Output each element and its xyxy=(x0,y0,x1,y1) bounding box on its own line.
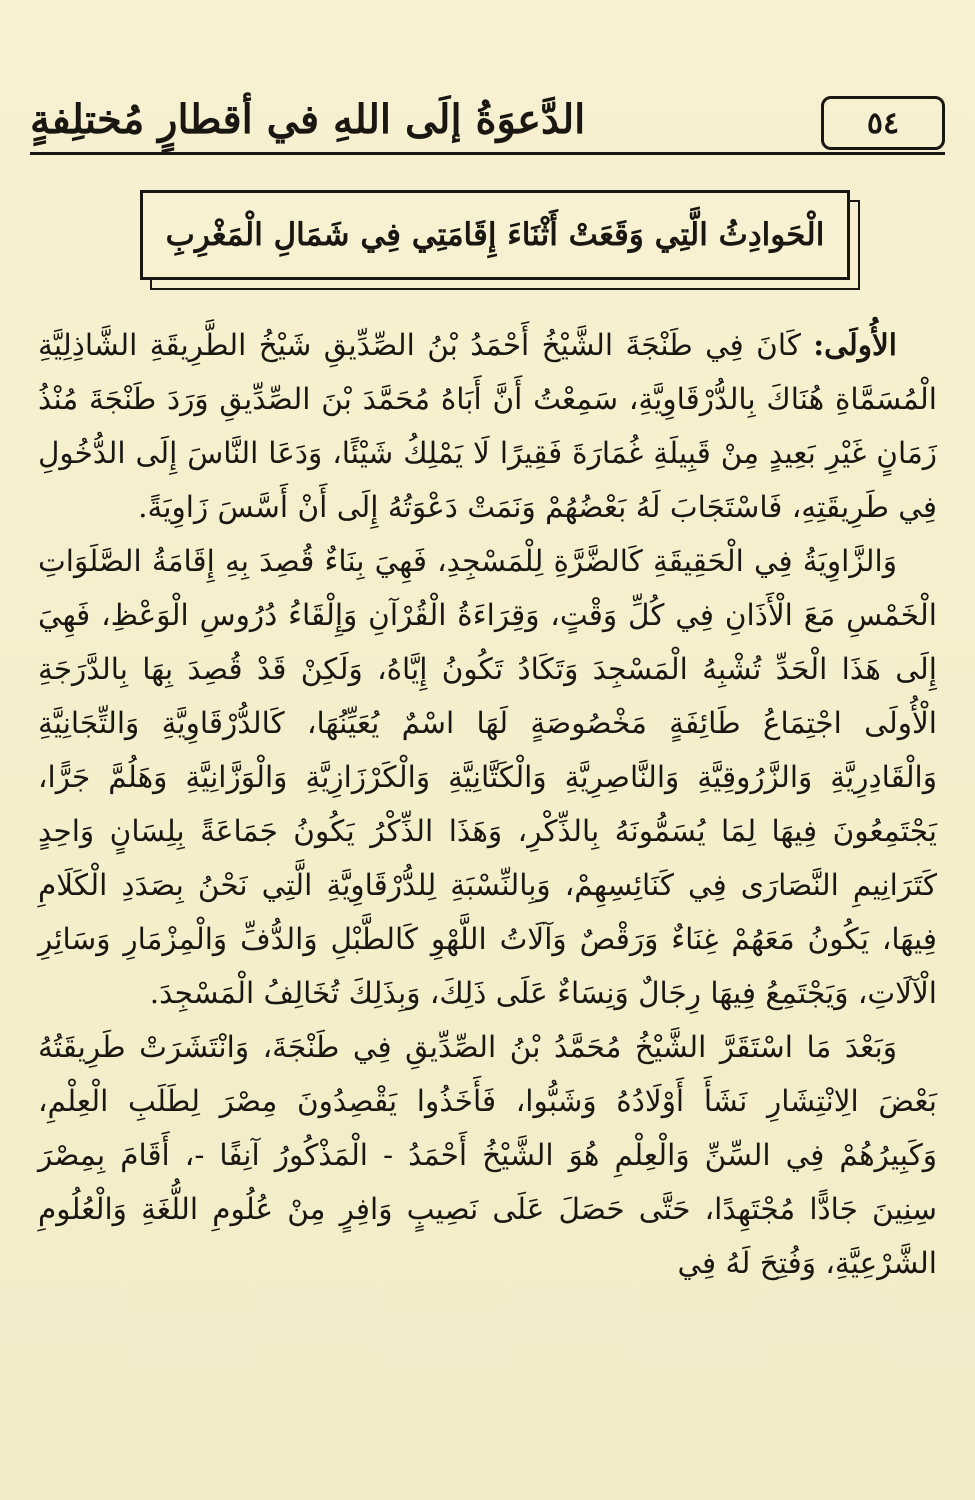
paragraph-lead: الأُولَى: xyxy=(813,327,897,362)
section-title-box xyxy=(140,190,850,280)
book-title: الدَّعوَةُ إلَى اللهِ في أقطارٍ مُختلِفةٍ xyxy=(30,96,586,143)
paragraph-text: وَبَعْدَ مَا اسْتَقَرَّ الشَّيْخُ مُحَمَّدُ بْنُ الصِّدِّيقِ فِي طَنْجَةَ، وَانْتَشَرَتْ طَرِيقَتُهُ بَعْضَ الِانْتِشَارِ نَشَأَ أَوْلَادُهُ وَشَبُّوا، فَأَخَذُوا يَقْصِدُونَ مِصْرَ لِطَلَبِ الْعِلْمِ، وَكَبِيرُهُمْ فِي السِّنِّ وَالْعِلْمِ هُوَ الشَّيْخُ أَحْمَدُ - الْمَذْكُورُ آنِفًا -، أَقَامَ بِمِصْرَ سِنِينَ جَادًّا مُجْتَهِدًا، حَتَّى حَصَلَ عَلَى نَصِيبٍ وَافِرٍ مِنْ عُلُومِ اللُّغَةِ وَالْعُلُومِ الشَّرْعِيَّةِ، وَفُتِحَ لَهُ فِي xyxy=(38,1030,937,1280)
section-title: الْحَوادِثُ الَّتِي وَقَعَتْ أَثْنَاءَ إِقَامَتِي فِي شَمَالِ الْمَغْرِبِ xyxy=(165,217,825,253)
paragraph-3 xyxy=(38,1020,937,1290)
body-text xyxy=(38,318,937,1290)
paragraph-2 xyxy=(38,534,937,1020)
paragraph-1 xyxy=(38,318,937,534)
header-rule xyxy=(30,152,945,155)
page-number: ٥٤ xyxy=(821,96,945,150)
paragraph-text: وَالزَّاوِيَةُ فِي الْحَقِيقَةِ كَالضَّرَّةِ لِلْمَسْجِدِ، فَهِيَ بِنَاءٌ قُصِدَ بِهِ إِقَامَةُ الصَّلَوَاتِ الْخَمْسِ مَعَ الْأَذَانِ فِي كُلِّ وَقْتٍ، وَقِرَاءَةُ الْقُرْآنِ وَإِلْقَاءُ دُرُوسِ الْوَعْظِ، فَهِيَ إِلَى هَذَا الْحَدِّ تُشْبِهُ الْمَسْجِدَ وَتَكَادُ تَكُونُ إِيَّاهُ، وَلَكِنْ قَدْ قُصِدَ بِهَا بِالدَّرَجَةِ الْأُولَى اجْتِمَاعُ طَائِفَةٍ مَخْصُوصَةٍ لَهَا اسْمٌ يُعَيِّنُهَا، كَالدُّرْقَاوِيَّةِ وَالتِّجَانِيَّةِ وَالْقَادِرِيَّةِ وَالزَّرُوقِيَّةِ وَالنَّاصِرِيَّةِ وَالْكَتَّانِيَّةِ وَالْكَرْزَازِيَّةِ وَالْوَزَّانِيَّةِ وَهَلُمَّ جَرًّا، يَجْتَمِعُونَ فِيهَا لِمَا يُسَمُّونَهُ بِالذِّكْرِ، وَهَذَا الذِّكْرُ يَكُونُ جَمَاعَةً بِلِسَانٍ وَاحِدٍ كَتَرَانِيمِ النَّصَارَى فِي كَنَائِسِهِمْ، وَبِالنِّسْبَةِ لِلدُّرْقَاوِيَّةِ الَّتِي نَحْنُ بِصَدَدِ الْكَلَامِ فِيهَا، يَكُونُ مَعَهُمْ غِنَاءٌ وَرَقْصٌ وَآلَاتُ اللَّهْوِ كَالطَّبْلِ وَالدُّفِّ وَالْمِزْمَارِ وَسَائِرِ الْآلَاتِ، وَيَجْتَمِعُ فِيهَا رِجَالٌ وَنِسَاءٌ عَلَى ذَلِكَ، وَبِذَلِكَ تُخَالِفُ الْمَسْجِدَ. xyxy=(38,544,937,1010)
running-header xyxy=(30,96,945,154)
section-title-frame xyxy=(140,190,850,280)
paragraph-text: كَانَ فِي طَنْجَةَ الشَّيْخُ أَحْمَدُ بْنُ الصِّدِّيقِ شَيْخُ الطَّرِيقَةِ الشَّاذِلِيَّةِ الْمُسَمَّاةِ هُنَاكَ بِالدُّرْقَاوِيَّةِ، سَمِعْتُ أَنَّ أَبَاهُ مُحَمَّدَ بْنَ الصِّدِّيقِ وَرَدَ طَنْجَةَ مُنْذُ زَمَانٍ غَيْرِ بَعِيدٍ مِنْ قَبِيلَةِ غُمَارَةَ فَقِيرًا لَا يَمْلِكُ شَيْئًا، وَدَعَا النَّاسَ إِلَى الدُّخُولِ فِي طَرِيقَتِهِ، فَاسْتَجَابَ لَهُ بَعْضُهُمْ وَنَمَتْ دَعْوَتُهُ إِلَى أَنْ أَسَّسَ زَاوِيَةً. xyxy=(38,328,937,524)
